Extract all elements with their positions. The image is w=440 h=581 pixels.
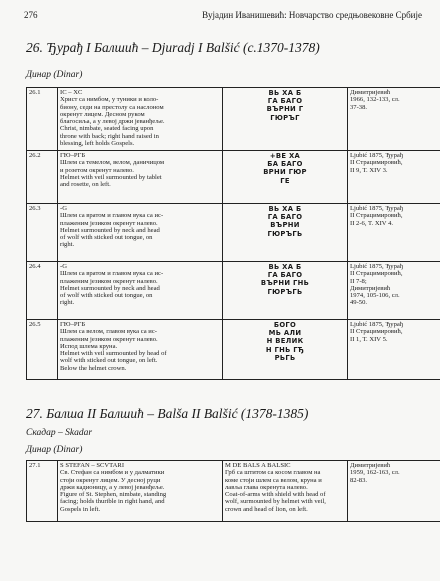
literature-reference [348, 461, 440, 522]
page-number: 276 [24, 10, 38, 20]
coin-legend-line: РЬГЬ [274, 353, 296, 362]
table-row [27, 204, 440, 262]
coin-description-line: -G [60, 205, 67, 212]
table-row [27, 151, 440, 204]
catalogue-number-line: 26.3 [29, 205, 41, 212]
running-header [24, 10, 422, 24]
coin-description-line: wolf with sticked out tongue, on left. [60, 357, 158, 365]
literature-reference-line: Димитријевић [350, 462, 391, 469]
coin-description-line: Шлем са вратом и главом вука са ис- [60, 270, 164, 278]
coin-description-line: Figure of St. Stephen, nimbate, standing [60, 491, 167, 499]
coin-table-27 [26, 460, 440, 522]
coin-legend-line: +ВЕ ХА [269, 152, 301, 160]
catalogue-number-line: 26.5 [29, 321, 41, 328]
coin-legend-line: лавља глава окренута налево. [225, 483, 308, 491]
section-place-27: Скадар – Skadar [26, 428, 93, 438]
coin-description-line: Gospels in left. [60, 505, 101, 513]
section-mint-27: Динар (Dinar) [26, 445, 83, 455]
catalogue-number [27, 320, 58, 380]
literature-reference-line: 1966, 132-133, сл. [350, 96, 400, 104]
coin-description-line: Christ, nimbate, seated facing upon [60, 125, 154, 133]
catalogue-number-line: 26.4 [29, 263, 41, 270]
literature-reference-line: 1959, 162-163, сл. [350, 469, 400, 477]
coin-description-line: Шлем са темелом, велом, даничицом [60, 159, 165, 167]
coin-description-line: и розетом окренут налево. [60, 166, 134, 174]
section-mint-26: Динар (Dinar) [26, 70, 83, 80]
catalogue-number [27, 262, 58, 320]
coin-description-line: плаженим језиком окренут налево. [60, 219, 158, 227]
coin-legend-line: ВЬ ХА Б [268, 263, 302, 271]
literature-reference-line: II 2-6, T. XIV 4. [350, 219, 394, 227]
coin-legend-line: коме стоји шлем са велом, круна и [225, 476, 322, 484]
coin-description-line: IC – XC [60, 89, 83, 96]
coin-description [58, 88, 223, 151]
catalogue-number-line: 26.1 [29, 89, 41, 96]
coin-legend-line: Н ГНЬ ГЂ [265, 345, 305, 354]
coin-legend-line: ВРНИ ГЮР [263, 168, 307, 177]
literature-reference-line: II Страцимировић, [350, 328, 403, 336]
coin-description-line: држи кадионицу, а у левој јеванђеље. [60, 483, 165, 491]
coin-legend-line: ВЪРНИ ГНЬ [260, 279, 310, 288]
coin-description-line: Шлем са велом, главом вука са ис- [60, 328, 157, 336]
literature-reference-line: 82-83. [350, 476, 368, 484]
literature-reference-line: Ljubić 1875, Ђурађ [350, 152, 404, 159]
coin-legend-line: ГЕ [280, 176, 290, 185]
coin-legend-line: crown and head of lion, on left. [225, 505, 308, 513]
table-row [27, 320, 440, 380]
catalogue-number [27, 151, 58, 204]
coin-table-26 [26, 87, 440, 380]
running-title: Вујадин Иванишевић: Новчарство средњовековне Србије [202, 10, 422, 20]
table-row [27, 88, 440, 151]
coin-description-line: Христ са нимбом, у туники и коло- [60, 96, 159, 104]
coin-legend-line: M DE BALS A BALSIC [225, 462, 291, 469]
coin-legend [223, 320, 348, 380]
coin-description-line: throne with back; right hand raised in [60, 132, 159, 140]
coin-description-line: facing; holds thurible in right hand, and [60, 498, 165, 506]
coin-description [58, 320, 223, 380]
coin-description-line: Helmet with veil surmounted by tablet [60, 173, 162, 181]
section-title-26: 26. Ђурађ I Балшић – Djuradj I Balšić (c.1370-1378) [26, 40, 320, 55]
coin-description-line: Below the helmet crown. [60, 364, 127, 372]
literature-reference-line: Димитријевић [350, 89, 391, 96]
catalogue-number [27, 88, 58, 151]
literature-reference-line: II 1, T. XIV 5. [350, 335, 388, 343]
literature-reference [348, 88, 440, 151]
coin-legend-line: МЬ АЛИ [268, 329, 302, 338]
coin-description-line: -G [60, 263, 67, 270]
literature-reference [348, 151, 440, 204]
literature-reference [348, 262, 440, 320]
coin-description-line: Helmet surmounted by neck and head [60, 226, 160, 234]
section-title-27: 27. Балша II Балшић – Balša II Balšić (1378-1385) [26, 406, 309, 421]
coin-legend-line: ГА БАГО [267, 271, 303, 280]
coin-description [58, 461, 223, 522]
coin-description [58, 262, 223, 320]
table-row [27, 461, 440, 522]
coin-legend-line: ГА БАГО [267, 213, 303, 222]
coin-description-line: ГЮ–РГБ [60, 152, 86, 159]
coin-legend [223, 461, 348, 522]
coin-description [58, 204, 223, 262]
coin-legend-line: ВЬ ХА Б [268, 205, 302, 213]
literature-reference [348, 204, 440, 262]
coin-description-line: Helmet surmounted by neck and head [60, 284, 160, 292]
coin-description-line: of wolf with sticked out tongue, on [60, 234, 153, 242]
coin-description-line: right. [60, 299, 75, 307]
literature-reference-line: 1974, 105-106, сл. [350, 292, 400, 300]
coin-legend-line: ВЪРНИ Г [266, 105, 304, 114]
coin-description-line: плаженим језиком окренут налево. [60, 277, 158, 285]
coin-description-line: and rosette, on left. [60, 181, 111, 189]
catalogue-number [27, 204, 58, 262]
coin-legend-line: Coat-of-arms with shield with head of [225, 491, 326, 499]
literature-reference-line: II 9, T. XIV 3. [350, 166, 388, 174]
coin-legend-line: Грб са штитом са косом главом на [225, 469, 321, 477]
literature-reference-line: Ljubić 1875, Ђурађ [350, 205, 404, 212]
literature-reference-line: II Страцимировић, [350, 159, 403, 167]
coin-description [58, 151, 223, 204]
coin-description-line: Испод шлема круна. [60, 342, 118, 350]
coin-legend [223, 88, 348, 151]
coin-legend-line: БА БАГО [267, 160, 303, 169]
coin-legend-line: ГА БАГО [267, 97, 303, 106]
coin-legend [223, 151, 348, 204]
coin-description-line: стоји окренут лицем. У десној руци [60, 476, 161, 484]
coin-description-line: Св. Стефан са нимбом и у далматики [60, 469, 165, 477]
catalogue-number-line: 27.1 [29, 462, 41, 469]
coin-description-line: of wolf with sticked out tongue, on [60, 292, 153, 300]
literature-reference [348, 320, 440, 380]
coin-description-line: окренут лицем. Десном руком [60, 110, 145, 118]
literature-reference-line: 37-38. [350, 103, 368, 111]
coin-legend-line: БОГО [273, 321, 297, 329]
coin-legend-line: ГЮРЪГ [270, 113, 300, 122]
literature-reference-line: Ljubić 1875, Ђурађ [350, 321, 404, 328]
coin-legend-line: ГЮРЪГЬ [267, 229, 303, 238]
coin-description-line: Helmet with veil surmounted by head of [60, 350, 167, 358]
coin-legend [223, 204, 348, 262]
catalogue-number-line: 26.2 [29, 152, 41, 159]
coin-legend [223, 262, 348, 320]
coin-description-line: Шлем са вратом и главом вука са ис- [60, 212, 164, 220]
table-row [27, 262, 440, 320]
coin-legend-line: ВЪРНИ [270, 221, 300, 230]
literature-reference-line: 49-50. [350, 299, 368, 307]
coin-description-line: S STEFAN – SCVTARI [60, 462, 125, 469]
coin-description-line: blessing, left holds Gospels. [60, 140, 135, 148]
coin-description-line: плаженим језиком окренут налево. [60, 335, 158, 343]
coin-description-line: ГЮ–РГБ [60, 321, 86, 328]
literature-reference-line: II 7-8; [350, 277, 367, 285]
coin-description-line: right. [60, 241, 75, 249]
coin-description-line: благосиља, а у левој држи јеванђеље. [60, 118, 165, 126]
coin-legend-line: Н ВЕЛИК [266, 337, 304, 346]
literature-reference-line: II Страцимировић, [350, 270, 403, 278]
coin-legend-line: wolf, surmounted by helmet with veil, [225, 498, 326, 506]
catalogue-number [27, 461, 58, 522]
coin-description-line: биону, седи на престолу са наслоном [60, 103, 164, 111]
coin-legend-line: ГЮРЪГЬ [267, 287, 303, 296]
literature-reference-line: Ljubić 1875, Ђурађ [350, 263, 404, 270]
literature-reference-line: Димитријевић [350, 284, 391, 292]
literature-reference-line: II Страцимировић, [350, 212, 403, 220]
coin-legend-line: ВЬ ХА Б [268, 89, 302, 97]
